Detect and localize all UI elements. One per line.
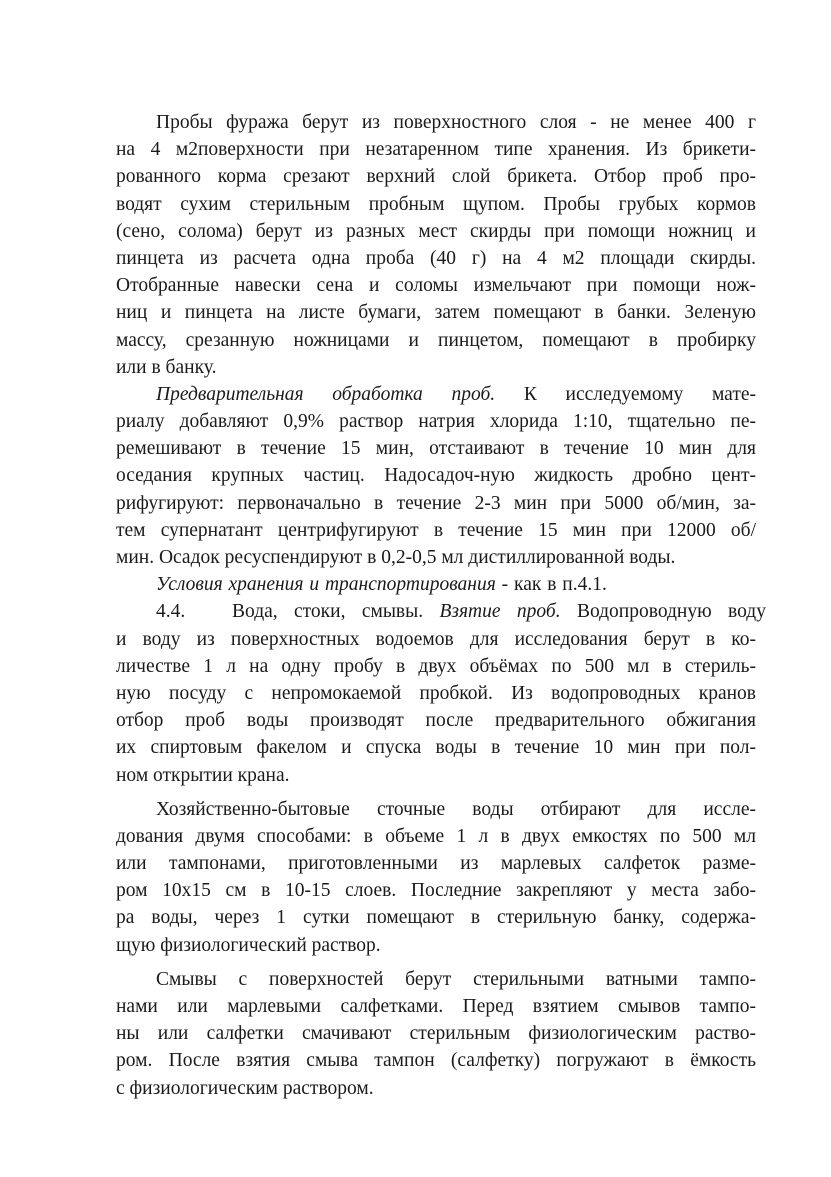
text-line: с физиологическим раствором. [116,1077,374,1099]
text-line: Хозяйственно-бытовые сточные воды отбирают для иссле- [156,798,756,820]
text-line: мин. Осадок ресуспендируют в 0,2-0,5 мл дистиллированной воды. [116,547,676,568]
text-line: ную посуду с непромокаемой пробкой. Из водопроводных кранов [116,682,756,704]
text-line: рифугируют: первоначально в течение 2-3 мин при 5000 об/мин, за- [116,492,756,514]
text-line: ром. После взятия смыва тампон (салфетку) погружают в ёмкость [116,1050,756,1072]
text-line: ремешивают в течение 15 мин, отстаивают в течение 10 мин для [116,438,756,460]
text-fragment: - как в п.4.1. [495,574,607,596]
text-line: нами или марлевыми салфетками. Перед взятием смывов тампо- [116,996,756,1017]
text-line: пинцета из расчета одна проба (40 г) на 4 м2 площади скирды. [116,247,756,269]
paragraph-gap [116,789,756,796]
text-line [116,598,766,625]
text-fragment: К исследуемому мате- [495,383,756,405]
paragraph-gap [116,959,756,966]
paragraph-wastewater [116,796,756,959]
text-line: дования двумя способами: в объеме 1 л в двух емкостях по 500 мл [116,825,756,847]
text-line: ном открытии крана. [116,764,290,786]
text-line: рованного корма срезают верхний слой брикета. Отбор проб про- [116,166,756,188]
paragraph-swabs [116,966,756,1102]
text-line: щую физиологический раствор. [116,934,381,956]
text-line: на 4 м2поверхности при незатаренном типе хранения. Из брикети- [116,139,756,161]
section-heading-storage: Условия хранения и транспортирования [156,574,496,596]
section-heading-sampling: Взятие проб. [439,601,561,623]
text-line: тем супернатант центрифугируют в течение 15 мин при 12000 об/ [116,519,756,541]
paragraph-forage-sampling [116,109,756,381]
text-line: Пробы фуража берут из поверхностного слоя - не менее 400 г [156,112,756,133]
text-fragment: Водопроводную воду [560,601,766,623]
text-line: или в банку. [116,356,217,378]
text-line: и воду из поверхностных водоемов для исследования берут в ко- [116,628,756,650]
text-line: или тампонами, приготовленными из марлевых салфеток разме- [116,853,756,875]
paragraph-preprocessing [116,381,756,571]
text-line [116,381,756,408]
text-line: ниц и пинцета на листе бумаги, затем помещают в банки. Зеленую [116,302,756,324]
text-line: массу, срезанную ножницами и пинцетом, помещают в пробирку [116,329,756,351]
section-title: Вода, стоки, смывы. [232,601,440,623]
text-line: водят сухим стерильным пробным щупом. Пробы грубых кормов [116,193,756,215]
text-line: Отобранные навески сена и соломы измельчают при помощи нож- [116,275,756,297]
text-line: (сено, солома) берут из разных мест скирды при помощи ножниц и [116,220,756,242]
text-line: их спиртовым факелом и спуска воды в течение 10 мин при пол- [116,737,756,759]
section-heading-preprocessing: Предварительная обработка проб. [156,383,496,405]
paragraph-water-sampling [116,598,766,788]
text-line [116,571,756,598]
text-line: Смывы с поверхностей берут стерильными ватными тампо- [156,968,756,990]
document-page [116,109,766,1102]
text-line: ра воды, через 1 сутки помещают в стерильную банку, содержа- [116,907,756,929]
text-line: отбор проб воды производят после предварительного обжигания [116,710,756,732]
paragraph-storage [116,571,756,598]
section-number: 4.4. [156,601,186,623]
text-line: ром 10х15 см в 10-15 слоев. Последние закрепляют у места забо- [116,880,756,902]
text-line: ны или салфетки смачивают стерильным физиологическим раство- [116,1023,756,1045]
text-line: риалу добавляют 0,9% раствор натрия хлорида 1:10, тщательно пе- [116,411,756,433]
text-line: личестве 1 л на одну пробу в двух объёмах по 500 мл в стериль- [116,655,756,677]
text-line: оседания крупных частиц. Надосадоч-ную жидкость дробно цент- [116,465,756,487]
